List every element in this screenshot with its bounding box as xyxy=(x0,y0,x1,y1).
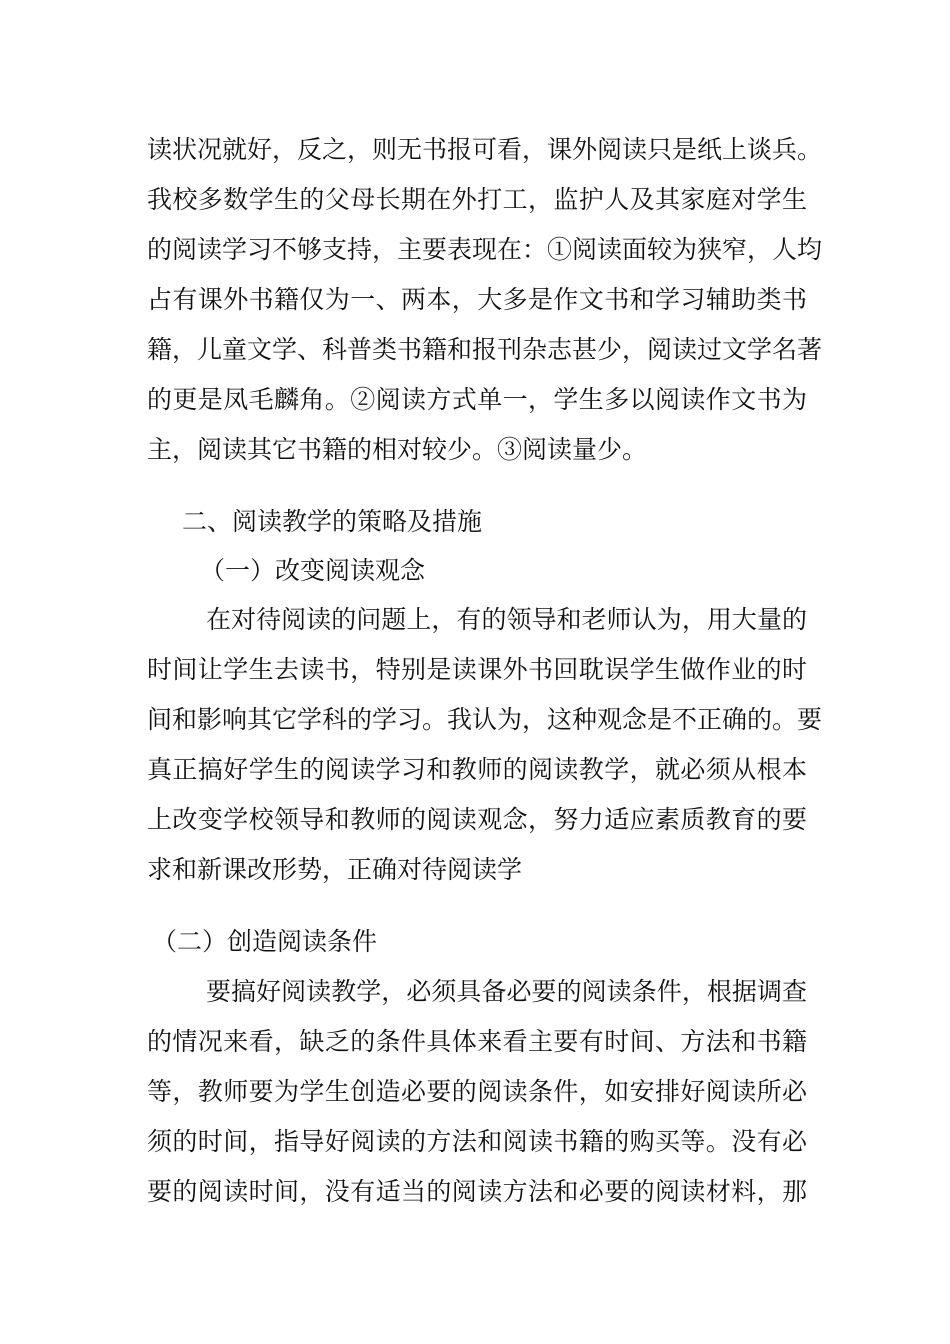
paragraph-1-line-1: 读状况就好，反之，则无书报可看，课外阅读只是纸上谈兵。 xyxy=(147,135,823,164)
paragraph-2-line-1: 在对待阅读的问题上，有的领导和老师认为，用大量的 xyxy=(206,605,807,634)
paragraph-2-line-4: 真正搞好学生的阅读学习和教师的阅读教学，就必须从根本 xyxy=(147,755,807,784)
paragraph-1-line-4: 占有课外书籍仅为一、两本，大多是作文书和学习辅助类书 xyxy=(147,285,807,314)
section-2-heading: 二、阅读教学的策略及措施 xyxy=(182,507,483,536)
paragraph-1-line-5: 籍，儿童文学、科普类书籍和报刊杂志甚少，阅读过文学名著 xyxy=(147,335,823,364)
subsection-2-heading: （二）创造阅读条件 xyxy=(152,927,378,956)
paragraph-2-line-2: 时间让学生去读书，特别是读课外书回耽误学生做作业的时 xyxy=(147,655,807,684)
paragraph-1-line-6: 的更是凤毛麟角。②阅读方式单一，学生多以阅读作文书为 xyxy=(147,385,807,414)
paragraph-1-line-7: 主，阅读其它书籍的相对较少。③阅读量少。 xyxy=(147,435,648,464)
paragraph-3-line-5: 要的阅读时间，没有适当的阅读方法和必要的阅读材料，那 xyxy=(147,1177,807,1206)
paragraph-1-line-3: 的阅读学习不够支持，主要表现在：①阅读面较为狭窄，人均 xyxy=(147,235,823,264)
paragraph-3-line-4: 须的时间，指导好阅读的方法和阅读书籍的购买等。没有必 xyxy=(147,1127,807,1156)
paragraph-3-line-1: 要搞好阅读教学，必须具备必要的阅读条件，根据调查 xyxy=(206,977,807,1006)
paragraph-2-line-5: 上改变学校领导和教师的阅读观念，努力适应素质教育的要 xyxy=(147,805,807,834)
paragraph-3-line-2: 的情况来看，缺乏的条件具体来看主要有时间、方法和书籍 xyxy=(147,1027,807,1056)
subsection-1-heading: （一）改变阅读观念 xyxy=(200,556,426,585)
paragraph-2-line-3: 间和影响其它学科的学习。我认为，这种观念是不正确的。要 xyxy=(147,705,823,734)
paragraph-2-line-6: 求和新课改形势，正确对待阅读学 xyxy=(147,855,523,884)
paragraph-3-line-3: 等，教师要为学生创造必要的阅读条件，如安排好阅读所必 xyxy=(147,1077,807,1106)
paragraph-1-line-2: 我校多数学生的父母长期在外打工，监护人及其家庭对学生 xyxy=(147,185,807,214)
